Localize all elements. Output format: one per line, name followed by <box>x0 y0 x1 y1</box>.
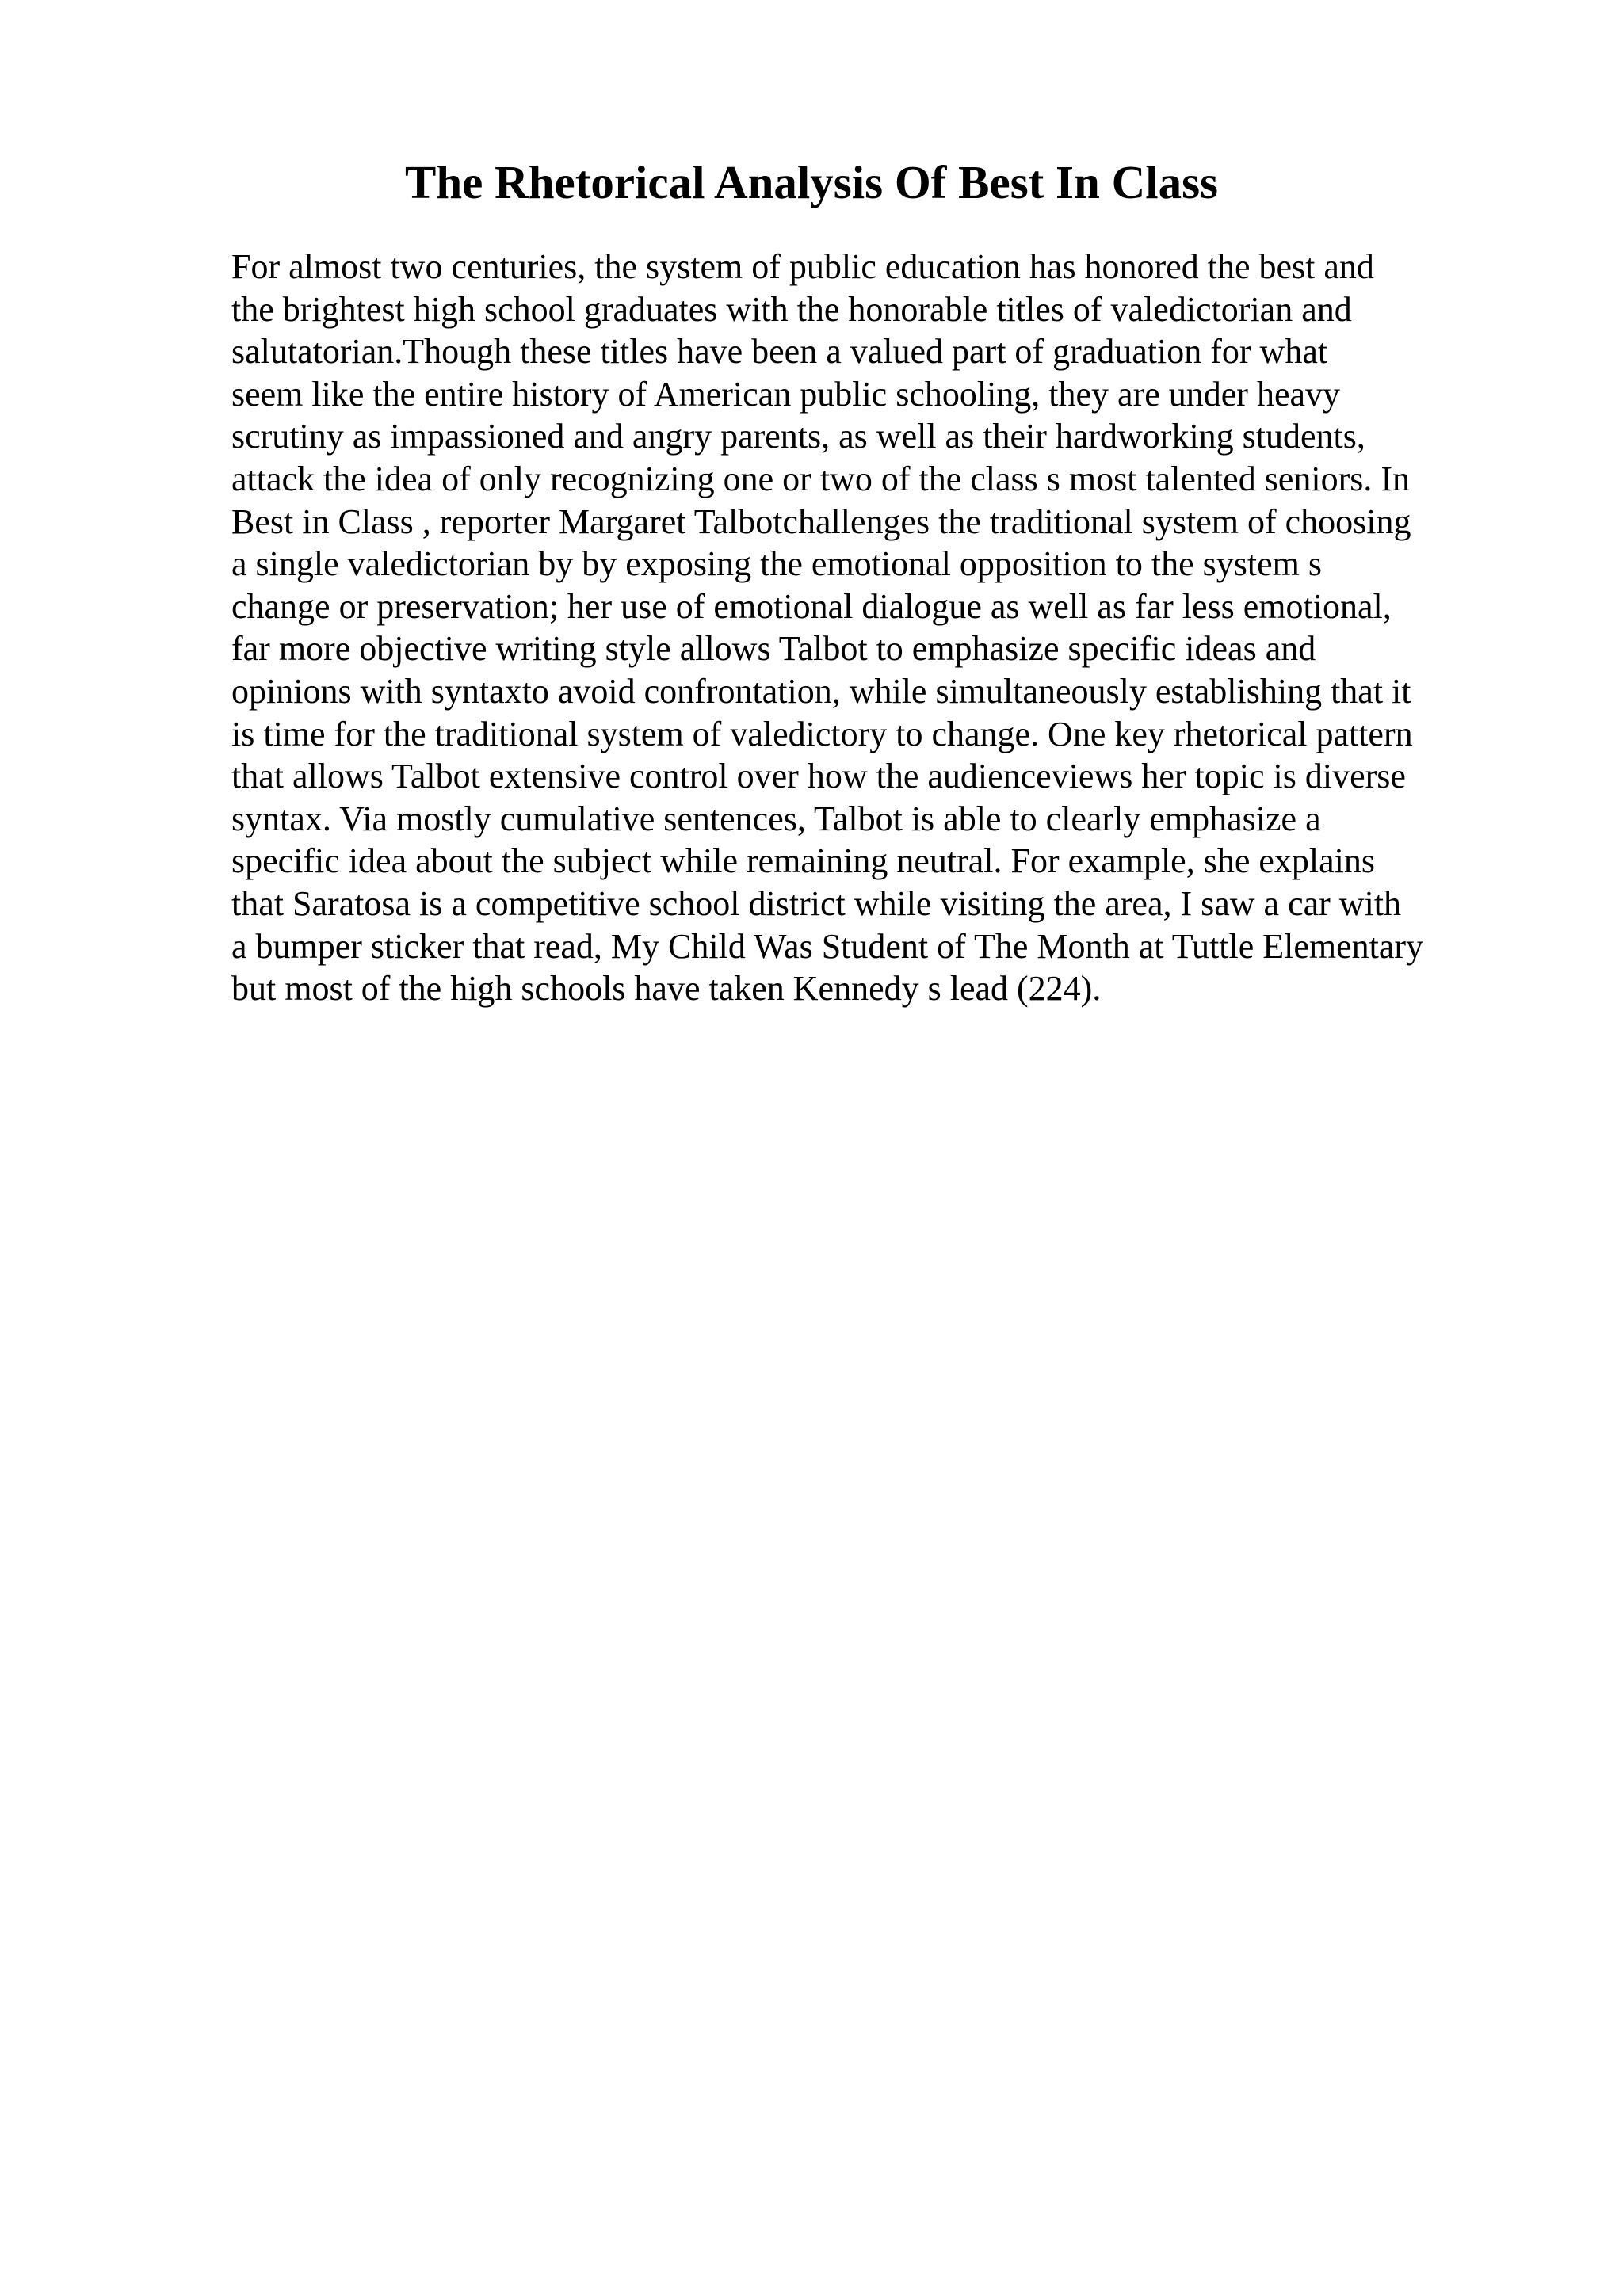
paragraph-line: but most of the high schools have taken Kennedy s lead (224). <box>231 969 1102 1009</box>
paragraph-line: a single valedictorian by by exposing the emotional opposition to the system s <box>231 544 1323 584</box>
paragraph-line: scrutiny as impassioned and angry parents, as well as their hardworking students, <box>231 417 1365 456</box>
paragraph-line: attack the idea of only recognizing one or two of the class s most talented seniors. In <box>231 459 1411 498</box>
document-title: The Rhetorical Analysis Of Best In Class <box>404 156 1219 208</box>
paragraph-line: the brightest high school graduates with the honorable titles of valedictorian and <box>231 289 1352 329</box>
paragraph-line: is time for the traditional system of valedictory to change. One key rhetorical pattern <box>231 714 1413 753</box>
paragraph-line: change or preservation; her use of emotional dialogue as well as far less emotional, <box>231 586 1392 626</box>
paragraph-line: Best in Class , reporter Margaret Talbotchallenges the traditional system of choosing <box>231 502 1411 541</box>
paragraph-line: that allows Talbot extensive control over how the audienceviews her topic is diverse <box>231 757 1406 796</box>
paragraph-line: seem like the entire history of American public schooling, they are under heavy <box>231 374 1340 414</box>
paragraph-line: For almost two centuries, the system of public education has honored the best and <box>231 247 1374 286</box>
paragraph-line: a bumper sticker that read, My Child Was Student of The Month at Tuttle Elementary <box>231 926 1424 966</box>
paragraph-line: salutatorian.Though these titles have been a valued part of graduation for what <box>231 332 1328 372</box>
paragraph-line: syntax. Via mostly cumulative sentences, Talbot is able to clearly emphasize a <box>231 799 1321 838</box>
paragraph-line: that Saratosa is a competitive school district while visiting the area, I saw a car with <box>231 883 1402 923</box>
paragraph-line: opinions with syntaxto avoid confrontation, while simultaneously establishing that it <box>231 671 1411 711</box>
body-paragraph <box>231 246 1515 1010</box>
paragraph-line: far more objective writing style allows Talbot to emphasize specific ideas and <box>231 629 1316 669</box>
paragraph-line: specific idea about the subject while remaining neutral. For example, she explains <box>231 841 1375 881</box>
